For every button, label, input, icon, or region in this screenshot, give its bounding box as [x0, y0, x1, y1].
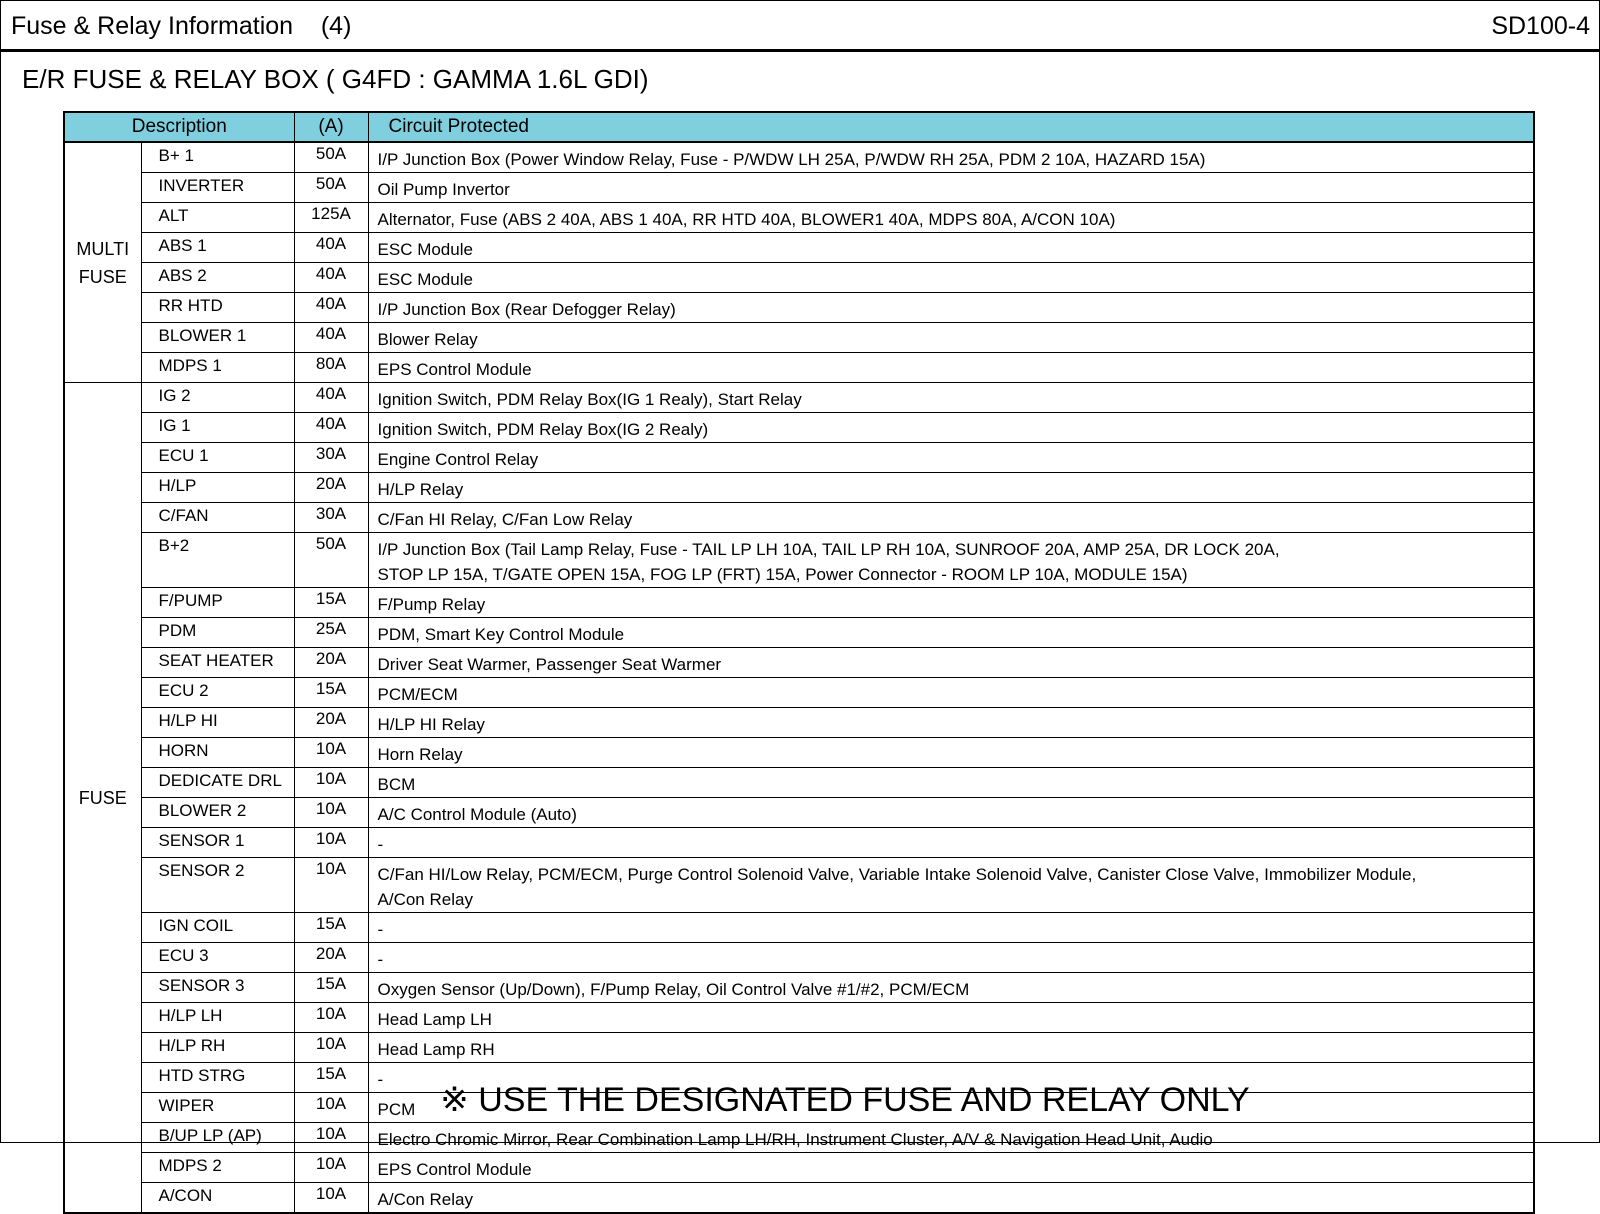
circuit-line: -	[377, 920, 384, 939]
circuit-line: Ignition Switch, PDM Relay Box(IG 2 Realy)	[377, 420, 709, 439]
fuse-name-cell: H/LP HI	[141, 708, 294, 738]
circuit-line: ESC Module	[377, 240, 473, 259]
page-code: SD100-4	[1491, 12, 1590, 40]
circuit-line: I/P Junction Box (Tail Lamp Relay, Fuse - TAIL LP LH 10A, TAIL LP RH 10A, SUNROOF 20A, AMP 25A, DR LOCK 20A,	[377, 540, 1280, 559]
fuse-amperage-cell: 30A	[294, 503, 368, 533]
table-row	[64, 323, 1534, 353]
page-title: Fuse & Relay Information (4)	[11, 12, 352, 40]
fuse-name-cell: RR HTD	[141, 293, 294, 323]
circuit-protected-cell	[368, 768, 1534, 798]
fuse-name-cell: BLOWER 2	[141, 798, 294, 828]
fuse-name-cell: SENSOR 1	[141, 828, 294, 858]
circuit-line: -	[377, 835, 384, 854]
circuit-protected-cell	[368, 383, 1534, 413]
circuit-line: EPS Control Module	[377, 1160, 532, 1179]
fuse-name-cell: C/FAN	[141, 503, 294, 533]
circuit-line: Oil Pump Invertor	[377, 180, 510, 199]
fuse-name-cell: B+ 1	[141, 142, 294, 173]
table-row	[64, 293, 1534, 323]
fuse-amperage-cell: 20A	[294, 648, 368, 678]
table-row	[64, 913, 1534, 943]
circuit-protected-cell	[368, 473, 1534, 503]
circuit-line: F/Pump Relay	[377, 595, 486, 614]
group-label	[64, 142, 141, 383]
circuit-line: PCM/ECM	[377, 685, 458, 704]
page-header	[0, 0, 1600, 52]
table-row	[64, 1033, 1534, 1063]
circuit-line: C/Fan HI Relay, C/Fan Low Relay	[377, 510, 633, 529]
fuse-name-cell: BLOWER 1	[141, 323, 294, 353]
circuit-line: H/LP Relay	[377, 480, 464, 499]
table-row	[64, 413, 1534, 443]
circuit-line: Engine Control Relay	[377, 450, 539, 469]
circuit-protected-cell	[368, 738, 1534, 768]
table-row	[64, 768, 1534, 798]
fuse-amperage-cell: 40A	[294, 263, 368, 293]
fuse-name-cell: A/CON	[141, 1183, 294, 1214]
table-row	[64, 383, 1534, 413]
table-body	[64, 142, 1534, 1213]
fuse-name-cell: IGN COIL	[141, 913, 294, 943]
fuse-amperage-cell: 10A	[294, 1093, 368, 1123]
fuse-name-cell: SENSOR 3	[141, 973, 294, 1003]
fuse-name-cell: INVERTER	[141, 173, 294, 203]
fuse-name-cell: SEAT HEATER	[141, 648, 294, 678]
circuit-line: Oxygen Sensor (Up/Down), F/Pump Relay, Oil Control Valve #1/#2, PCM/ECM	[377, 980, 970, 999]
circuit-protected-cell	[368, 618, 1534, 648]
circuit-protected-cell	[368, 858, 1534, 913]
circuit-protected-cell	[368, 353, 1534, 383]
fuse-amperage-cell: 30A	[294, 443, 368, 473]
fuse-amperage-cell: 50A	[294, 173, 368, 203]
table-row	[64, 943, 1534, 973]
circuit-line: A/C Control Module (Auto)	[377, 805, 577, 824]
circuit-line: EPS Control Module	[377, 360, 532, 379]
fuse-amperage-cell: 125A	[294, 203, 368, 233]
fuse-amperage-cell: 80A	[294, 353, 368, 383]
fuse-name-cell: ECU 1	[141, 443, 294, 473]
table-row	[64, 798, 1534, 828]
circuit-protected-cell	[368, 1183, 1534, 1214]
circuit-line: Electro Chromic Mirror, Rear Combination Lamp LH/RH, Instrument Cluster, A/V & Navigation Head Unit, Audio	[377, 1130, 1213, 1149]
circuit-protected-cell	[368, 533, 1534, 588]
fuse-name-cell: HTD STRG	[141, 1063, 294, 1093]
fuse-amperage-cell: 10A	[294, 738, 368, 768]
circuit-protected-cell	[368, 943, 1534, 973]
table-row	[64, 203, 1534, 233]
circuit-protected-cell	[368, 203, 1534, 233]
fuse-amperage-cell: 10A	[294, 1183, 368, 1214]
fuse-name-cell: ABS 1	[141, 233, 294, 263]
table-row	[64, 173, 1534, 203]
fuse-amperage-cell: 15A	[294, 588, 368, 618]
fuse-name-cell: PDM	[141, 618, 294, 648]
fuse-amperage-cell: 40A	[294, 233, 368, 263]
circuit-line: C/Fan HI/Low Relay, PCM/ECM, Purge Control Solenoid Valve, Variable Intake Solenoid Valve, Canister Close Valve, Immobilizer Module,	[377, 865, 1417, 884]
circuit-line: -	[377, 1070, 384, 1089]
circuit-protected-cell	[368, 263, 1534, 293]
circuit-protected-cell	[368, 648, 1534, 678]
fuse-amperage-cell: 50A	[294, 142, 368, 173]
group-label-line: MULTI	[76, 238, 130, 259]
fuse-amperage-cell: 20A	[294, 943, 368, 973]
table-row	[64, 973, 1534, 1003]
fuse-amperage-cell: 25A	[294, 618, 368, 648]
circuit-protected-cell	[368, 413, 1534, 443]
fuse-amperage-cell: 10A	[294, 1003, 368, 1033]
fuse-name-cell: H/LP LH	[141, 1003, 294, 1033]
fuse-amperage-cell: 40A	[294, 383, 368, 413]
circuit-protected-cell	[368, 173, 1534, 203]
fuse-amperage-cell: 10A	[294, 1033, 368, 1063]
circuit-line: PCM	[377, 1100, 416, 1119]
fuse-amperage-cell: 20A	[294, 708, 368, 738]
table-row	[64, 233, 1534, 263]
circuit-protected-cell	[368, 708, 1534, 738]
circuit-protected-cell	[368, 323, 1534, 353]
circuit-line: Horn Relay	[377, 745, 463, 764]
circuit-line: I/P Junction Box (Rear Defogger Relay)	[377, 300, 676, 319]
table-row	[64, 828, 1534, 858]
fuse-amperage-cell: 10A	[294, 1153, 368, 1183]
fuse-name-cell: DEDICATE DRL	[141, 768, 294, 798]
circuit-protected-cell	[368, 798, 1534, 828]
table-row	[64, 1153, 1534, 1183]
fuse-name-cell: ABS 2	[141, 263, 294, 293]
table-row	[64, 353, 1534, 383]
fuse-name-cell: ALT	[141, 203, 294, 233]
circuit-line: I/P Junction Box (Power Window Relay, Fuse - P/WDW LH 25A, P/WDW RH 25A, PDM 2 10A, HAZARD 15A)	[377, 150, 1206, 169]
group-label-line: FUSE	[78, 266, 127, 287]
fuse-name-cell: H/LP	[141, 473, 294, 503]
fuse-name-cell: IG 1	[141, 413, 294, 443]
table-row	[64, 503, 1534, 533]
table-row	[64, 473, 1534, 503]
fuse-amperage-cell: 15A	[294, 678, 368, 708]
fuse-relay-table	[63, 111, 1535, 1214]
circuit-protected-cell	[368, 1153, 1534, 1183]
fuse-name-cell: HORN	[141, 738, 294, 768]
circuit-protected-cell	[368, 1123, 1534, 1153]
table-row	[64, 858, 1534, 913]
circuit-line: PDM, Smart Key Control Module	[377, 625, 625, 644]
fuse-amperage-cell: 10A	[294, 828, 368, 858]
fuse-name-cell: B/UP LP (AP)	[141, 1123, 294, 1153]
fuse-amperage-cell: 10A	[294, 798, 368, 828]
circuit-protected-cell	[368, 1033, 1534, 1063]
table-row	[64, 678, 1534, 708]
circuit-line: -	[377, 950, 384, 969]
fuse-name-cell: SENSOR 2	[141, 858, 294, 913]
column-header-description: Description	[64, 112, 294, 142]
table-row	[64, 738, 1534, 768]
circuit-line: Ignition Switch, PDM Relay Box(IG 1 Realy), Start Relay	[377, 390, 802, 409]
circuit-line: Head Lamp LH	[377, 1010, 492, 1029]
circuit-line: STOP LP 15A, T/GATE OPEN 15A, FOG LP (FRT) 15A, Power Connector - ROOM LP 10A, MODULE 15A)	[377, 565, 1188, 584]
table-row	[64, 263, 1534, 293]
table-row	[64, 1123, 1534, 1153]
circuit-protected-cell	[368, 1003, 1534, 1033]
fuse-amperage-cell: 10A	[294, 858, 368, 913]
fuse-amperage-cell: 40A	[294, 293, 368, 323]
circuit-line: A/Con Relay	[377, 1190, 473, 1209]
circuit-line: ESC Module	[377, 270, 473, 289]
circuit-protected-cell	[368, 828, 1534, 858]
table-row	[64, 708, 1534, 738]
fuse-amperage-cell: 15A	[294, 913, 368, 943]
fuse-name-cell: B+2	[141, 533, 294, 588]
circuit-line: H/LP HI Relay	[377, 715, 485, 734]
fuse-name-cell: MDPS 1	[141, 353, 294, 383]
fuse-amperage-cell: 40A	[294, 323, 368, 353]
circuit-line: Driver Seat Warmer, Passenger Seat Warmer	[377, 655, 722, 674]
fuse-amperage-cell: 15A	[294, 973, 368, 1003]
fuse-name-cell: ECU 3	[141, 943, 294, 973]
table-row	[64, 1183, 1534, 1214]
fuse-amperage-cell: 50A	[294, 533, 368, 588]
circuit-line: A/Con Relay	[377, 890, 473, 909]
table-row	[64, 648, 1534, 678]
circuit-protected-cell	[368, 142, 1534, 173]
table-row	[64, 142, 1534, 173]
section-title: E/R FUSE & RELAY BOX ( G4FD : GAMMA 1.6L GDI)	[22, 64, 649, 94]
table-row	[64, 588, 1534, 618]
column-header-amperage: (A)	[294, 112, 368, 142]
fuse-amperage-cell: 10A	[294, 1123, 368, 1153]
fuse-name-cell: F/PUMP	[141, 588, 294, 618]
footer-note: ※ USE THE DESIGNATED FUSE AND RELAY ONLY	[440, 1081, 1250, 1119]
table-header-row	[64, 112, 1534, 142]
table-row	[64, 618, 1534, 648]
fuse-name-cell: IG 2	[141, 383, 294, 413]
table-row	[64, 533, 1534, 588]
fuse-amperage-cell: 10A	[294, 768, 368, 798]
table-row	[64, 443, 1534, 473]
fuse-name-cell: WIPER	[141, 1093, 294, 1123]
table-row	[64, 1003, 1534, 1033]
circuit-protected-cell	[368, 293, 1534, 323]
circuit-protected-cell	[368, 678, 1534, 708]
fuse-amperage-cell: 15A	[294, 1063, 368, 1093]
circuit-line: Blower Relay	[377, 330, 478, 349]
circuit-line: BCM	[377, 775, 416, 794]
circuit-protected-cell	[368, 503, 1534, 533]
fuse-name-cell: ECU 2	[141, 678, 294, 708]
circuit-protected-cell	[368, 233, 1534, 263]
fuse-amperage-cell: 40A	[294, 413, 368, 443]
fuse-name-cell: MDPS 2	[141, 1153, 294, 1183]
circuit-protected-cell	[368, 588, 1534, 618]
circuit-line: Alternator, Fuse (ABS 2 40A, ABS 1 40A, RR HTD 40A, BLOWER1 40A, MDPS 80A, A/CON 10A)	[377, 210, 1116, 229]
fuse-name-cell: H/LP RH	[141, 1033, 294, 1063]
group-label-line: FUSE	[78, 787, 127, 808]
fuse-amperage-cell: 20A	[294, 473, 368, 503]
circuit-protected-cell	[368, 443, 1534, 473]
circuit-protected-cell	[368, 973, 1534, 1003]
circuit-protected-cell	[368, 913, 1534, 943]
circuit-line: Head Lamp RH	[377, 1040, 495, 1059]
column-header-circuit: Circuit Protected	[368, 112, 1534, 142]
